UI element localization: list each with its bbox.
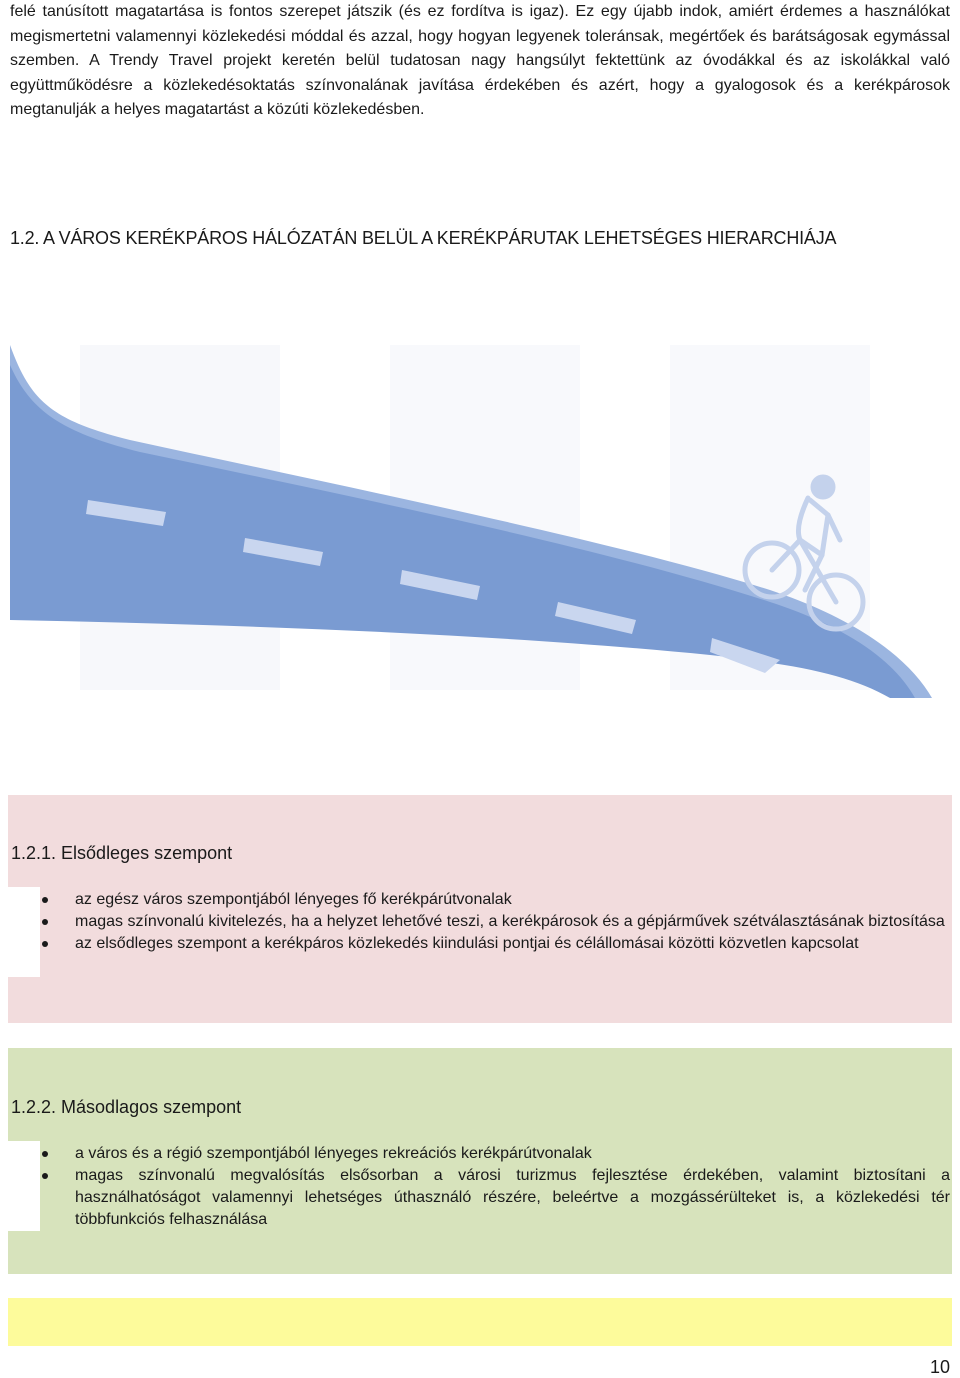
secondary-criterion-list xyxy=(8,1143,952,1231)
intro-paragraph: felé tanúsított magatartása is fontos szerepet játszik (és ez fordítva is igaz). Ez egy újabb indok, amiért érdemes a használókat megismertetni valamennyi közlekedési móddal és azzal, hogy hogyan legyenek toleránsak, megértőek és barátságosak egymással szemben. A Trendy Travel projekt keretén belül tudatosan nagy hangsúlyt fektettünk az óvodákkal és az iskolákkal való együttműködésre a közlekedésoktatás színvonalának javítása érdekében és azért, hogy a gyalogosok és a kerékpárosok megtanulják a helyes magatartást a közúti közlekedésben. xyxy=(10,3,950,118)
primary-criterion-list-area xyxy=(8,887,952,977)
primary-criterion-list xyxy=(8,889,952,955)
bullet-icon xyxy=(42,941,48,947)
bullet-icon xyxy=(42,1151,48,1157)
bike-lane-road-illustration-icon xyxy=(10,340,940,705)
secondary-criterion-title: 1.2.2. Másodlagos szempont xyxy=(11,1097,242,1117)
section-heading: 1.2. A VÁROS KERÉKPÁROS HÁLÓZATÁN BELÜL A KERÉKPÁRUTAK LEHETSÉGES HIERARCHIÁJA xyxy=(10,228,837,248)
bike-lane-illustration xyxy=(10,340,940,705)
list-item: az egész város szempontjából lényeges fő kerékpárútvonalak xyxy=(8,889,952,911)
primary-criterion-title: 1.2.1. Elsődleges szempont xyxy=(11,843,233,863)
page-number: 10 xyxy=(929,1357,950,1377)
bullet-icon xyxy=(42,919,48,925)
list-item: az elsődleges szempont a kerékpáros közlekedés kiindulási pontjai és célállomásai közötti közvetlen kapcsolat xyxy=(8,933,952,955)
list-item: magas színvonalú kivitelezés, ha a helyzet lehetővé teszi, a kerékpárosok és a gépjárművek szétválasztásának biztosítása xyxy=(8,911,952,933)
primary-criterion-box xyxy=(8,795,952,1023)
list-item: a város és a régió szempontjából lényeges rekreációs kerékpárútvonalak xyxy=(8,1143,952,1165)
tertiary-criterion-box xyxy=(8,1298,952,1346)
bullet-icon xyxy=(42,1173,48,1179)
secondary-criterion-box xyxy=(8,1048,952,1274)
bullet-icon xyxy=(42,897,48,903)
list-item: magas színvonalú megvalósítás elsősorban a városi turizmus fejlesztése érdekében, valamint biztosítani a használhatóságot valamennyi lehetséges úthasználó részére, beleértve a mozgássérülteket is, a közlekedési tér többfunkciós felhasználása xyxy=(8,1165,952,1231)
secondary-criterion-list-area xyxy=(8,1141,952,1231)
